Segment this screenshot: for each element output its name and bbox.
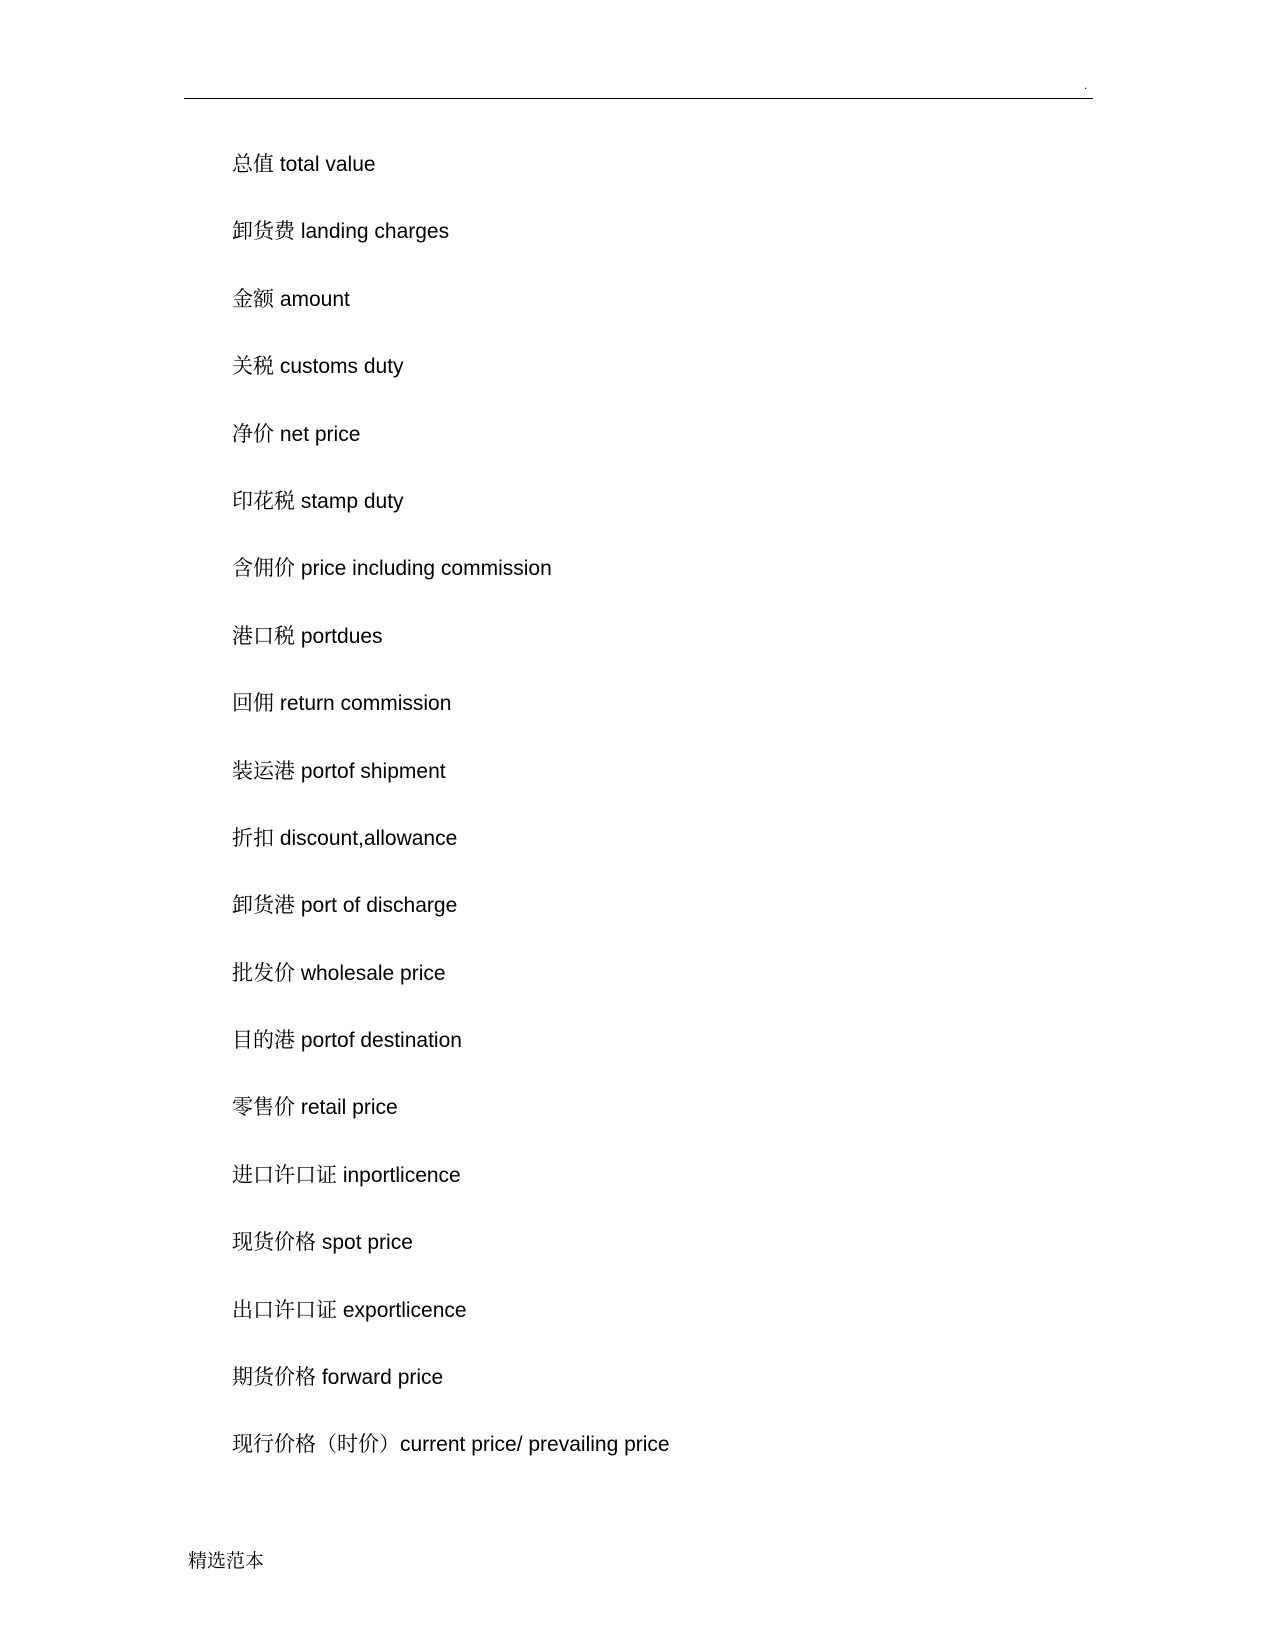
glossary-entry: 净价 net price bbox=[232, 422, 361, 446]
glossary-entry: 印花税 stamp duty bbox=[232, 489, 404, 513]
glossary-entry: 金额 amount bbox=[232, 287, 350, 311]
glossary-entry: 装运港 portof shipment bbox=[232, 759, 446, 783]
glossary-entry: 回佣 return commission bbox=[232, 692, 452, 716]
glossary-entry: 进口许口证 inportlicence bbox=[232, 1163, 461, 1187]
glossary-entry: 总值 total value bbox=[232, 153, 376, 176]
glossary-list bbox=[232, 152, 670, 1500]
glossary-entry: 含佣价 price including commission bbox=[232, 557, 552, 581]
header-mark: . bbox=[1084, 78, 1088, 92]
glossary-entry: 卸货港 port of discharge bbox=[232, 894, 458, 918]
glossary-entry: 关税 customs duty bbox=[232, 355, 404, 379]
glossary-entry: 出口许口证 exportlicence bbox=[232, 1298, 467, 1322]
glossary-entry: 卸货费 landing charges bbox=[232, 220, 450, 244]
header-rule bbox=[184, 98, 1093, 99]
glossary-entry: 港口税 portdues bbox=[232, 624, 383, 648]
glossary-entry: 折扣 discount,allowance bbox=[232, 826, 458, 850]
glossary-entry: 期货价格 forward price bbox=[232, 1366, 444, 1390]
glossary-entry: 现行价格（时价）current price/ prevailing price bbox=[232, 1433, 670, 1457]
footer-label: 精选范本 bbox=[188, 1551, 265, 1572]
glossary-entry: 批发价 wholesale price bbox=[232, 961, 446, 985]
glossary-entry: 现货价格 spot price bbox=[232, 1231, 413, 1255]
glossary-entry: 零售价 retail price bbox=[232, 1096, 398, 1120]
glossary-entry: 目的港 portof destination bbox=[232, 1029, 462, 1053]
